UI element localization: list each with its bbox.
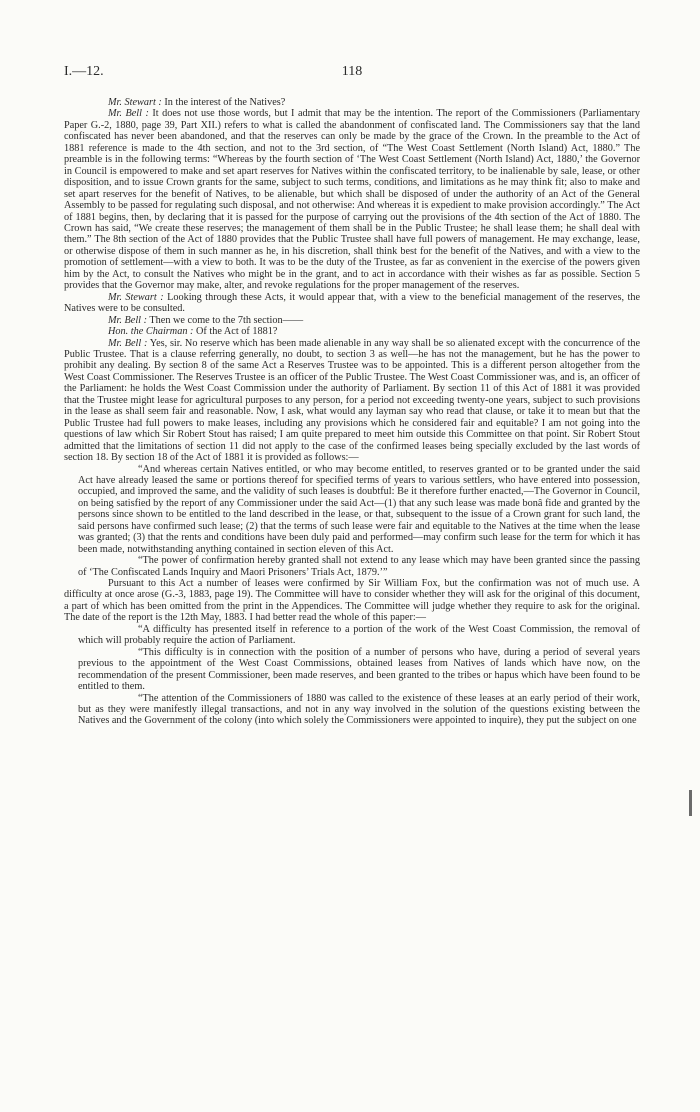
paragraph-text: Of the Act of 1881?	[193, 326, 278, 338]
paragraph-text: Looking through these Acts, it would appear that, with a view to the beneficial management of the reserves, the Natives were to be consulted.	[64, 291, 641, 315]
paragraph	[64, 108, 640, 291]
page-number: 118	[341, 64, 363, 79]
paragraph-text: In the interest of the Natives?	[161, 97, 286, 108]
paragraph-text: Pursuant to this Act a number of leases were confirmed by Sir William Fox, but the confirmation was not of much use. A difficulty at once arose (G.-3, 1883, page 19). The Committee will have to consider whether they will ask for the original of this document, a part of which has been omitted from the print in the Appendices. The Committee will judge whether they require to ask for the original. The date of the report is the 12th May, 1883. I had better read the whole of this paper:—	[64, 578, 640, 624]
speaker: Hon. the Chairman :	[108, 326, 194, 338]
page-code: I.—12.	[64, 64, 104, 79]
scan-margin-mark	[689, 790, 692, 816]
speaker: Mr. Stewart :	[108, 291, 164, 303]
paragraph-text: “A difficulty has presented itself in reference to a portion of the work of the West Coast Commission, the removal of which will probably require the action of Parliament.	[78, 623, 640, 647]
paragraph	[64, 292, 640, 315]
speaker: Mr. Bell :	[108, 108, 149, 120]
speaker: Mr. Bell :	[108, 314, 147, 326]
paragraph-text: “This difficulty is in connection with the position of a number of persons who have, during a period of several years previous to the appointment of the West Coast Commissions, obtained leases from Natives of lands which have now, on the recommendation of the present Commissioner, been made reserves, and been granted to the tribes or hapus which have been found to be entitled to them.	[78, 646, 640, 693]
paragraph-text: Then we come to the 7th section——	[147, 314, 304, 326]
paragraph	[64, 578, 640, 624]
paragraph	[64, 97, 640, 108]
speaker: Mr. Stewart :	[108, 97, 162, 108]
quoted-paragraph	[64, 464, 640, 556]
paragraph-text: Yes, sir. No reserve which has been made alienable in any way shall be so alienated except with the concurrence of the Public Trustee. That is a clause referring generally, no doubt, to section 3 as well—he has not the management, but he has the power to prohibit any dealing. By section 8 of the same Act a Reserves Trustee was to be appointed. This is a different person altogether from the West Coast Commissioner. The Reserves Trustee is an officer of the Public Trustee. The West Coast Commissioner was, and is, an officer of the Parliament: he holds the West Coast Commission under the authority of Parliament. By section 11 of this Act of 1881 it was provided that the Trustee might lease for agricultural purposes to any person, for a period not exceeding twenty-one years, subject to such provisions in the lease as shall seem fair and reasonable. Now, I ask, what would any layman say who read that clause, or take it to mean but that the Public Trustee had full powers to make leases, including any provisions which he considered fair and equitable? I am not going into the questions of law which Sir Robert Stout has raised; I am quite prepared to meet him outside this Committee on that point. Sir Robert Stout admitted that the limitations of section 11 did not apply to the case of the confirmed leases being specially excluded by the last words of section 18. By section 18 of the Act of 1881 it is provided as follows:—	[64, 337, 640, 464]
quoted-paragraph	[64, 647, 640, 693]
quoted-paragraph	[64, 693, 640, 727]
speaker: Mr. Bell :	[108, 337, 148, 349]
paragraph	[64, 338, 640, 464]
paragraph-text: “And whereas certain Natives entitled, or who may become entitled, to reserves granted or to be granted under the said Act have already leased the same or portions thereof for specified terms of years to various settlers, who have entered into possession, occupied, and improved the same, and the validity of such leases is doubtful: Be it therefore further enacted,—The Governor in Council, on being satisfied by the report of any Commissioner under the said Act—(1) that any such lease was made bonâ fide and granted by the persons since shown to be entitled to the land described in the lease, or that, subsequent to the issue of a Crown grant for such land, the said persons have confirmed such lease; (2) that the terms of such lease were fair and equitable to the Natives at the time when the lease was granted; (3) that the rents and conditions have been duly paid and performed—may confirm such lease for the term for which it has been made, notwithstanding anything contained in section eleven of this Act.	[78, 463, 640, 555]
paragraph-text: “The power of confirmation hereby granted shall not extend to any lease which may have been granted since the passing of ‘The Confiscated Lands Inquiry and Maori Prisoners’ Trials Act, 1879.’”	[78, 555, 640, 578]
page-header	[64, 64, 640, 84]
document-body	[64, 97, 640, 727]
paragraph-text: It does not use those words, but I admit that may be the intention. The report of the Commissioners (Parliamentary Paper G.-2, 1880, page 39, Part XII.) refers to what is called the abandonment of confiscated land. The Commissioners say that the land confiscated has never been abandoned, and that the reserves can only be made by the grace of the Crown. In the preamble to the Act of 1881 reference is made to the 4th section, and not to the 3rd section, of “The West Coast Settlement (North Island) Act, 1880.” The preamble is in the following terms: “Whereas by the fourth section of ‘The West Coast Settlement (North Island) Act, 1880,’ the Governor in Council is empowered to make and set apart reserves for Natives within the confiscated territory, to be inalienable by sale, lease, or other disposition, and to issue Crown grants for the same, subject to such terms, conditions, and limitations as he may think fit; also to make and set apart reserves for the benefit of Natives, to be alienable, but which shall be disposed of under the authority of an Act of the General Assembly to be passed for regulating such disposal, and not otherwise: And whereas it is expedient to make provision accordingly.” The Act of 1881 begins, then, by declaring that it is passed for the purpose of carrying out the provisions of the 4th section of the Act of 1880. The Crown has said, “We create these reserves; the management of them shall be in the Public Trustee; he shall lease them; he shall deal with them.” The 8th section of the Act of 1880 provides that the Public Trustee shall have full powers of management. He may exchange, lease, or otherwise dispose of them in such manner as he, in his discretion, shall think best for the benefit of the Natives, and with a view to the promotion of settlement—with a view to both. It was to be the duty of the Trustee, as far as convenient in the exercise of the powers given him by the Act, to consult the Natives who might be in the grant, and to act in accordance with their wishes as far as possible. Section 5 provides that the Governor may make, alter, and revoke regulations for the proper management of the reserves.	[64, 108, 640, 292]
paragraph	[64, 315, 640, 326]
quoted-paragraph	[64, 555, 640, 578]
quoted-paragraph	[64, 624, 640, 647]
paragraph	[64, 326, 640, 337]
paragraph-text: “The attention of the Commissioners of 1880 was called to the existence of these leases at an early period of their work, but as they were manifestly illegal transactions, and not in any way involved in the solution of the questions existing between the Natives and the Government of the colony (into which solely the Commissioners were appointed to inquire), they put the subject on one	[78, 692, 640, 727]
